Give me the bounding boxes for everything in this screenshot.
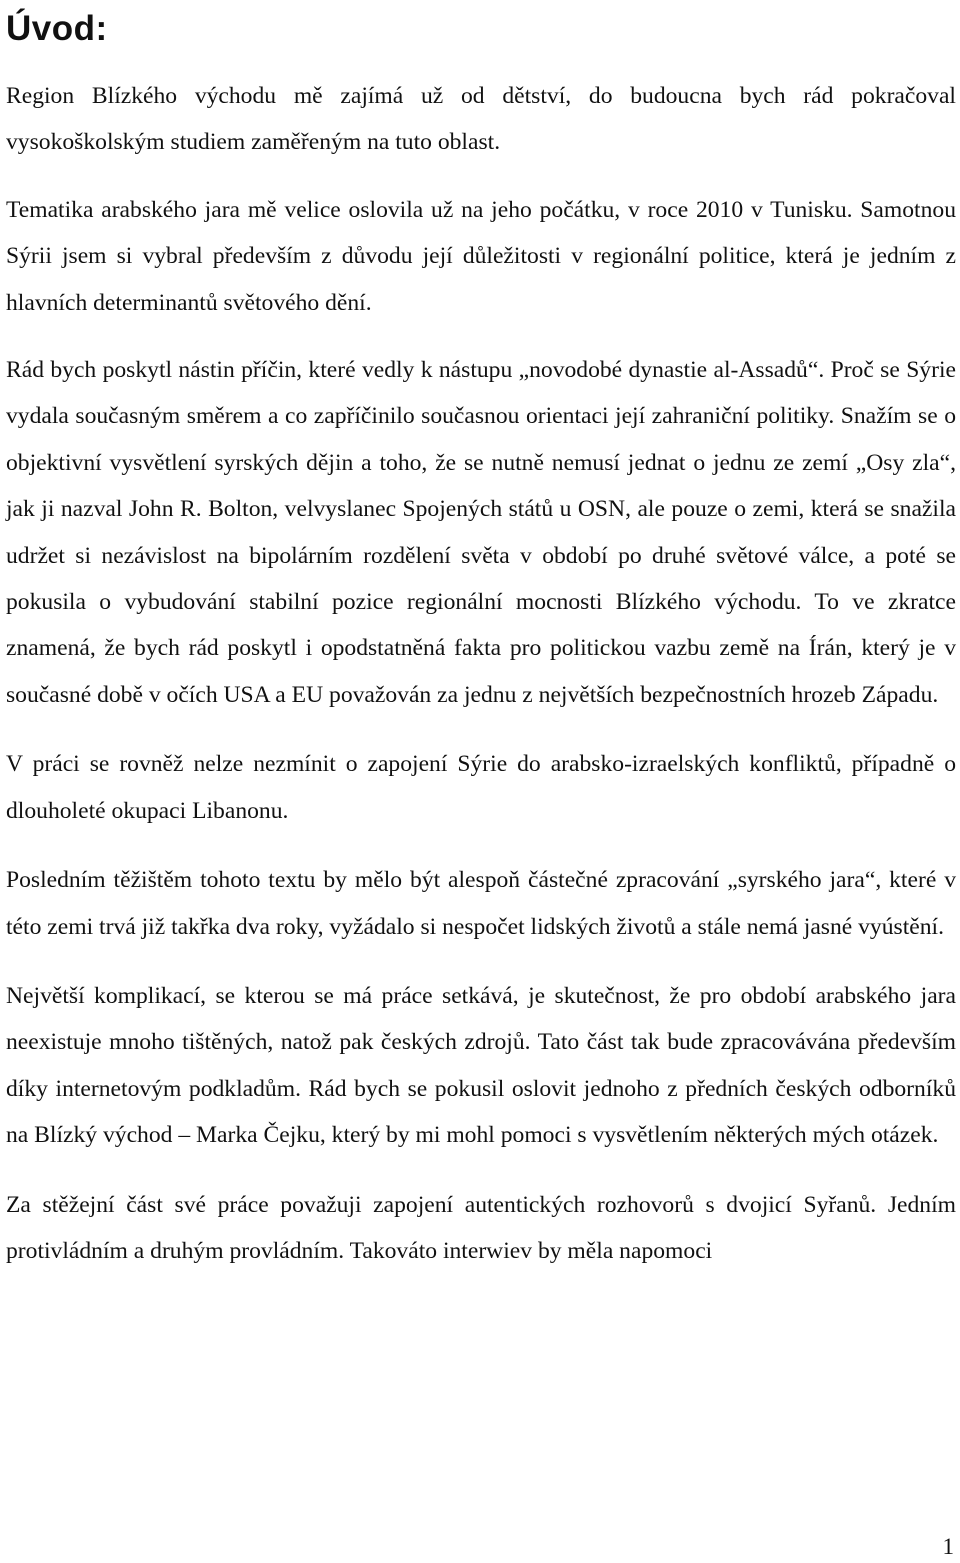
paragraph-1: Region Blízkého východu mě zajímá už od dětství, do budoucna bych rád pokračoval vysokoškolským studiem zaměřeným na tuto oblast. [6,83,956,156]
paragraph-6: Největší komplikací, se kterou se má práce setkává, je skutečnost, že pro období arabského jara neexistuje mnoho tištěných, natož pak českých zdrojů. Tato část tak bude zpracovávána především díky internetovým podkladům. Rád bych se pokusil oslovit jednoho z předních českých odborníků na Blízký východ – Marka Čejku, který by mi mohl pomoci s vysvětlením některých mých otázek. [6,982,956,1149]
document-page [6,0,956,1274]
section-heading: Úvod: [6,9,108,48]
paragraph-4: V práci se rovněž nelze nezmínit o zapojení Sýrie do arabsko-izraelských konfliktů, případně o dlouholeté okupaci Libanonu. [6,751,956,824]
paragraph-2: Tematika arabského jara mě velice oslovila už na jeho počátku, v roce 2010 v Tunisku. Samotnou Sýrii jsem si vybral především z důvodu její důležitosti v regionální politice, která je jedním z hlavních determinantů světového dění. [6,196,956,316]
paragraph-3: Rád bych poskytl nástin příčin, které vedly k nástupu „novodobé dynastie al-Assadů“. Proč se Sýrie vydala současným směrem a co zapříčinilo současnou orientaci její zahraniční politiky. Snažím se o objektivní vysvětlení syrských dějin a toho, že se nutně nemusí jednat o jednu ze zemí „Osy zla“, jak ji nazval John R. Bolton, velvyslanec Spojených států u OSN, ale pouze o zemi, která se snažila udržet si nezávislost na bipolárním rozdělení světa v období po druhé světové válce, a poté se pokusila o vybudování stabilní pozice regionální mocnosti Blízkého východu. To ve zkratce znamená, že bych rád poskytl i opodstatněná fakta pro politickou vazbu země na Írán, který je v současné době v očích USA a EU považován za jednu z největších bezpečnostních hrozeb Západu. [6,357,956,708]
paragraph-7: Za stěžejní část své práce považuji zapojení autentických rozhovorů s dvojicí Syřanů. Jedním protivládním a druhým provládním. Takováto interwiev by měla napomoci [6,1191,956,1264]
paragraph-5: Posledním těžištěm tohoto textu by mělo být alespoň částečné zpracování „syrského jara“, které v této zemi trvá již takřka dva roky, vyžádalo si nespočet lidských životů a stále nemá jasné vyústění. [6,867,956,940]
page-number: 1 [942,1534,954,1559]
